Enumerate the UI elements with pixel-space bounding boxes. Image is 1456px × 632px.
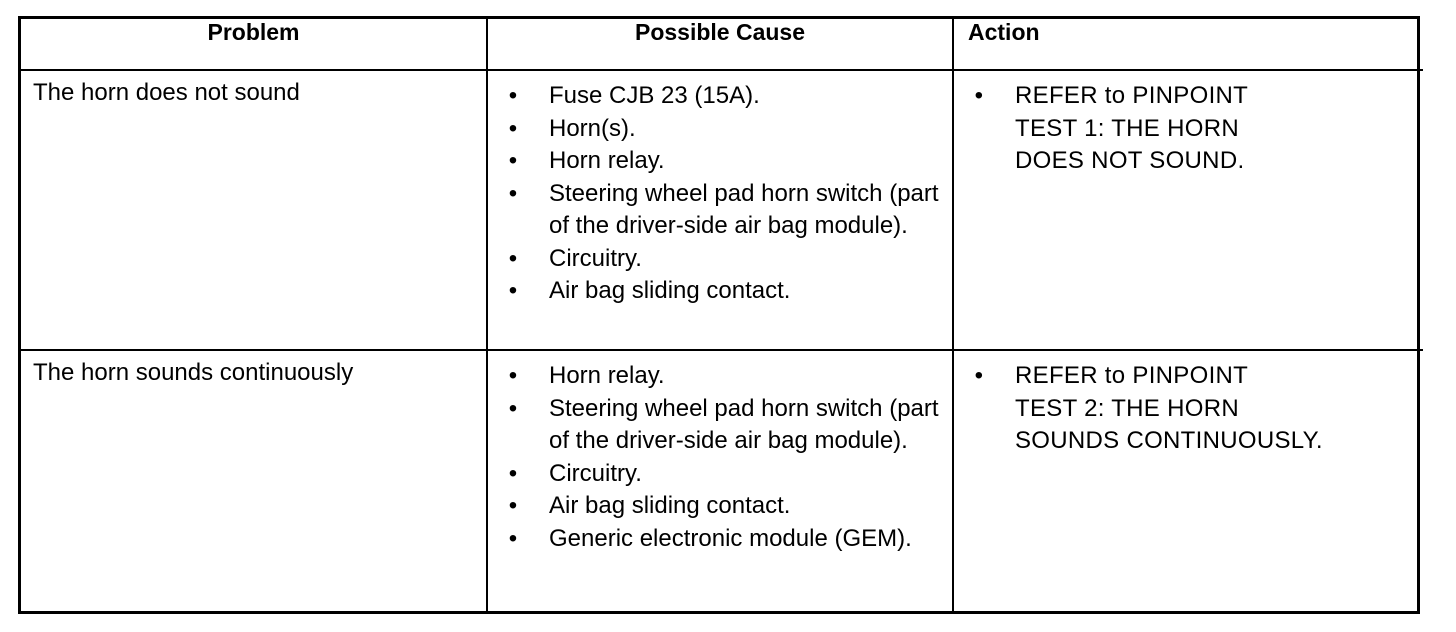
table-row — [21, 350, 1423, 611]
table-header-row — [21, 19, 1423, 70]
diagnosis-table-container — [18, 16, 1420, 614]
cause-text: Circuitry. — [549, 244, 642, 272]
cause-text: Steering wheel pad horn switch (part of the driver-side air bag module). — [549, 179, 939, 239]
cause-item — [489, 490, 951, 523]
action-cell — [953, 350, 1423, 611]
bullet-icon: • — [508, 362, 518, 389]
cause-item — [489, 145, 951, 178]
action-text: REFER to PINPOINT TEST 1: THE HORN DOES NOT SOUND. — [1015, 82, 1249, 174]
bullet-icon: • — [508, 459, 518, 487]
problem-cell: The horn does not sound — [21, 70, 487, 350]
cause-item — [489, 360, 951, 393]
symptom-chart-table — [21, 19, 1423, 611]
bullet-icon: • — [508, 147, 518, 174]
cause-item — [489, 243, 951, 276]
causes-list — [489, 352, 951, 555]
action-text: REFER to PINPOINT TEST 2: THE HORN SOUNDS CONTINUOUSLY. — [1015, 362, 1323, 454]
bullet-icon: • — [508, 394, 518, 422]
causes-cell — [487, 70, 953, 350]
header-problem: Problem — [21, 19, 487, 70]
cause-text: Generic electronic module (GEM). — [549, 524, 912, 552]
bullet-icon: • — [508, 524, 518, 552]
cause-item — [489, 178, 951, 243]
action-item — [955, 80, 1422, 178]
cause-text: Horn relay. — [549, 362, 665, 389]
action-list — [955, 72, 1422, 178]
table-row — [21, 70, 1423, 350]
cause-item — [489, 113, 951, 146]
bullet-icon: • — [508, 179, 518, 207]
cause-text: Steering wheel pad horn switch (part of the driver-side air bag module). — [549, 394, 939, 454]
cause-item — [489, 80, 951, 113]
action-item — [955, 360, 1422, 458]
cause-text: Horn relay. — [549, 147, 665, 174]
problem-cell: The horn sounds continuously — [21, 350, 487, 611]
cause-item — [489, 523, 951, 556]
cause-item — [489, 275, 951, 308]
action-list — [955, 352, 1422, 458]
header-action: Action — [953, 19, 1423, 70]
causes-list — [489, 72, 951, 308]
cause-text: Air bag sliding contact. — [549, 492, 791, 519]
cause-text: Air bag sliding contact. — [549, 277, 791, 304]
header-possible-cause: Possible Cause — [487, 19, 953, 70]
cause-item — [489, 458, 951, 491]
bullet-icon: • — [974, 362, 984, 389]
bullet-icon: • — [508, 277, 518, 304]
cause-text: Horn(s). — [549, 114, 636, 142]
bullet-icon: • — [974, 82, 984, 109]
bullet-icon: • — [508, 82, 518, 109]
cause-text: Fuse CJB 23 (15A). — [549, 82, 760, 109]
cause-text: Circuitry. — [549, 459, 642, 487]
action-cell — [953, 70, 1423, 350]
bullet-icon: • — [508, 114, 518, 142]
bullet-icon: • — [508, 492, 518, 519]
bullet-icon: • — [508, 244, 518, 272]
causes-cell — [487, 350, 953, 611]
cause-item — [489, 393, 951, 458]
